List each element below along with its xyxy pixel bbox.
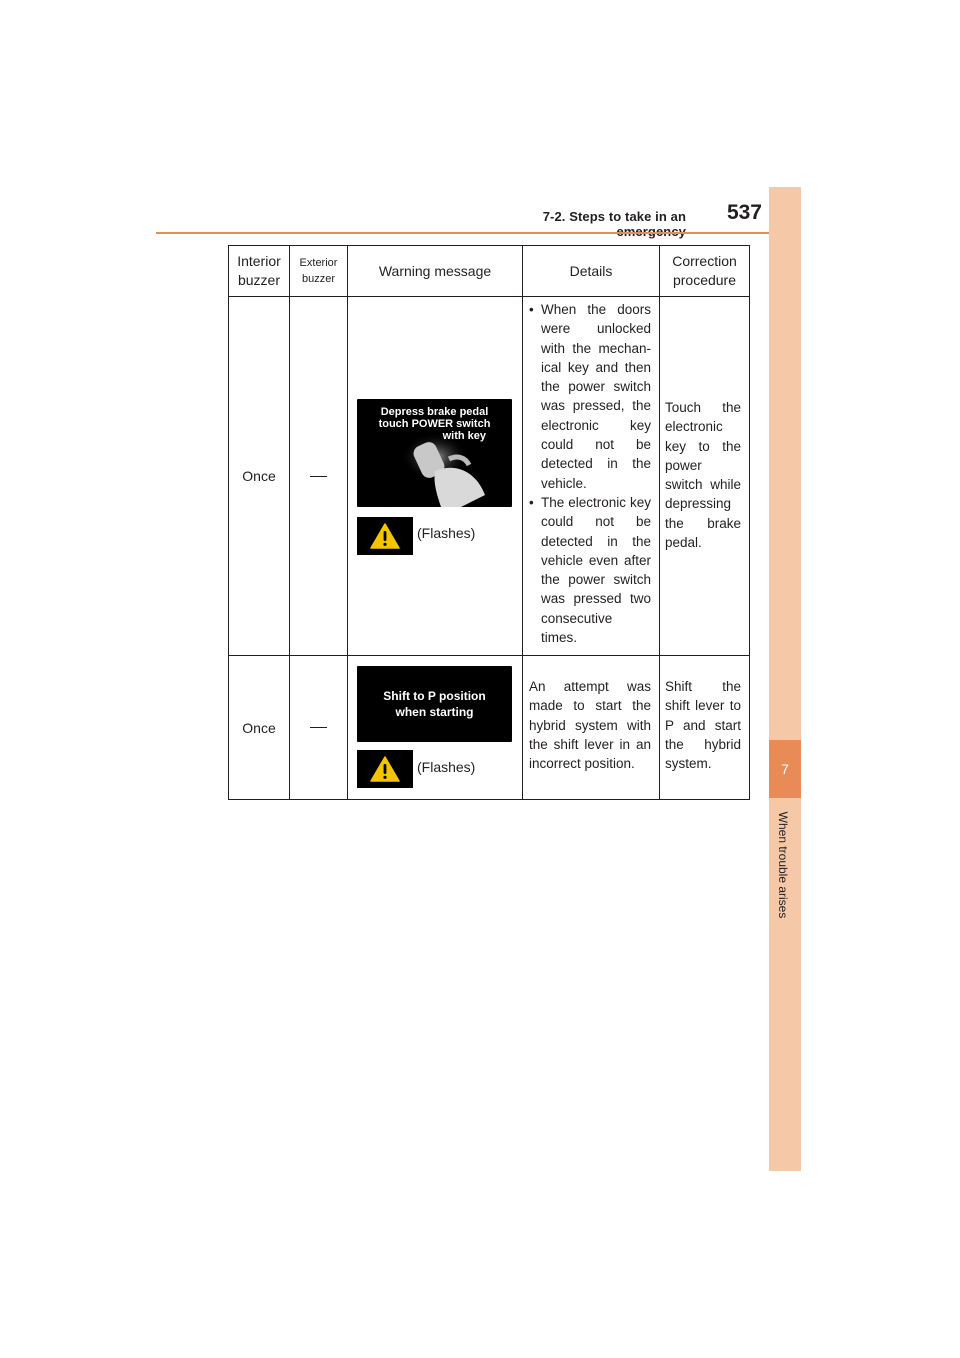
screen-line: Depress brake pedal (380, 406, 489, 418)
correction-cell: Touch the electronic key to the power switch while depressing the brake pedal. (659, 297, 749, 655)
screen-line: when starting (395, 705, 474, 719)
header-exterior-buzzer: Exterior buzzer (289, 246, 347, 296)
flashes-label: (Flashes) (417, 759, 476, 775)
section-title: 7-2. Steps to take in an (542, 209, 686, 224)
dash (310, 727, 327, 728)
details-bullet: • The electronic key could not be detected in the vehicle even after the power switch was pressed two consecutive times. (529, 494, 651, 646)
chapter-label: When trouble arises (776, 811, 790, 919)
chapter-number: 7 (769, 740, 801, 798)
side-tab (769, 187, 801, 1171)
page-number: 537 (726, 201, 762, 224)
display-screen (357, 666, 512, 742)
interior-buzzer-cell: Once (242, 468, 276, 484)
screen-line: touch POWER switch (378, 418, 491, 430)
exterior-buzzer-cell (289, 297, 347, 655)
exterior-buzzer-cell (289, 656, 347, 799)
header-interior-buzzer: Interior buzzer (237, 253, 281, 288)
details-bullet: • When the doors were unlocked with the mechan-ical key and then the power switch was pressed, the electronic key could not be detected in the vehicle. (529, 302, 651, 491)
header-details: Details (522, 246, 659, 296)
screen-line: Shift to P position (383, 689, 486, 703)
flashes-label: (Flashes) (417, 525, 476, 541)
warning-message-cell (347, 297, 522, 655)
details-cell (522, 297, 659, 655)
warning-triangle-icon (370, 523, 400, 549)
header-correction: Correction procedure (659, 246, 749, 296)
warning-triangle-icon (370, 756, 400, 782)
table-row (229, 296, 749, 655)
screen-line: with key (442, 430, 486, 442)
display-screen (357, 399, 512, 507)
details-cell: An attempt was made to start the hybrid system with the shift lever in an incorrect position. (522, 656, 659, 799)
table-row (229, 655, 749, 799)
warning-table (228, 245, 750, 800)
correction-cell: Shift the shift lever to P and start the hybrid system. (659, 656, 749, 799)
dash (310, 476, 327, 477)
header-warning-message: Warning message (347, 246, 522, 296)
warning-indicator (357, 750, 413, 788)
interior-buzzer-cell: Once (242, 719, 276, 736)
warning-indicator (357, 517, 413, 555)
header-rule (156, 232, 800, 234)
warning-message-cell (347, 656, 522, 799)
table-header-row (229, 246, 749, 296)
